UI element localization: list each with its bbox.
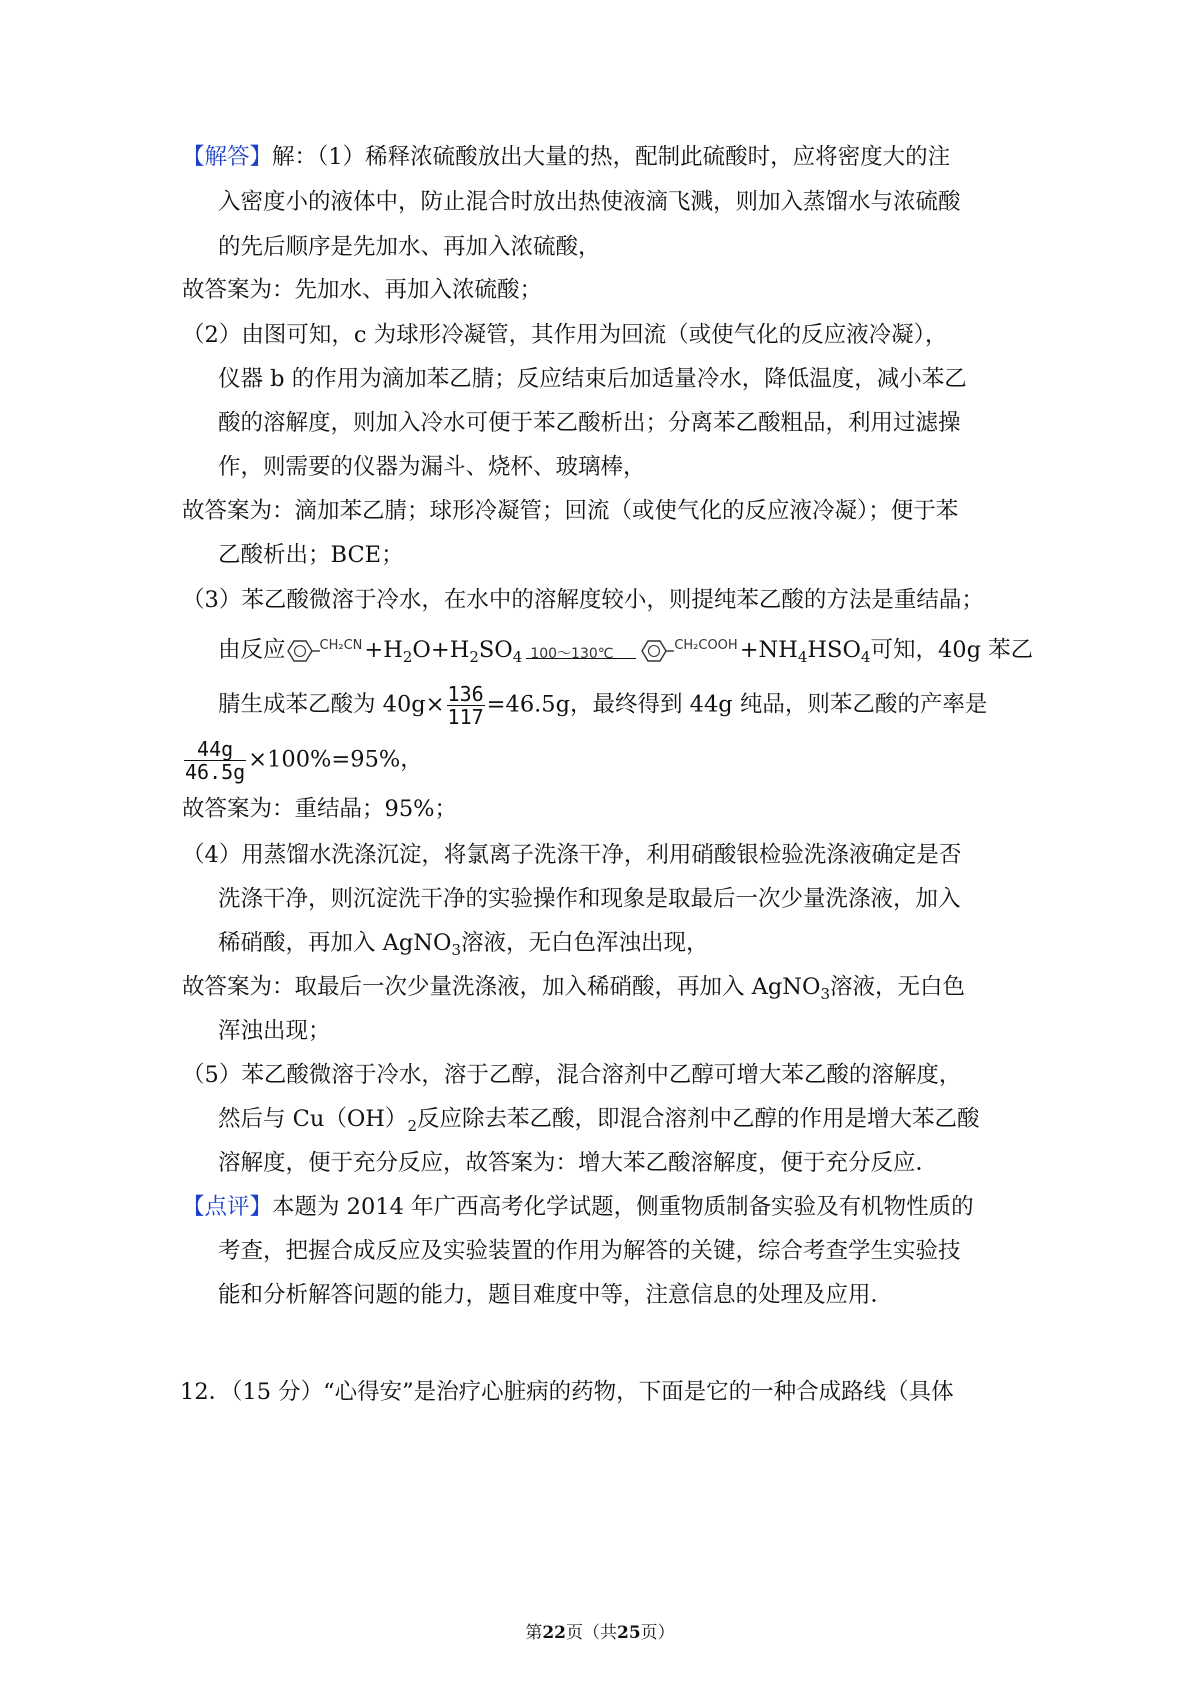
answer-summary-4-line-2: 浑浊出现； — [218, 1018, 331, 1044]
yield-calc-prefix: 腈生成苯乙酸为 40g× — [218, 691, 445, 718]
answer-line-2: 入密度小的液体中，防止混合时放出热使液滴飞溅，则加入蒸馏水与浓硫酸 — [218, 189, 961, 215]
line-text: 溶液，无白色浑浊出现， — [461, 930, 709, 956]
comment-text: 本题为 2014 年广西高考化学试题，侧重物质制备实验及有机物性质的 — [272, 1194, 974, 1220]
subscript: 4 — [860, 648, 871, 666]
answer-part-2-line-3: 酸的溶解度，则加入冷水可便于苯乙酸析出；分离苯乙酸粗品，利用过滤操 — [218, 410, 961, 436]
mass-ratio-fraction — [447, 683, 485, 728]
subscript: 2 — [402, 648, 413, 666]
answer-part-4-line-3 — [218, 923, 709, 963]
line-text: 故答案为：取最后一次少量洗涤液，加入稀硝酸，再加入 AgNO — [182, 974, 821, 1000]
footer-text: 第 — [525, 1623, 543, 1643]
answer-part-4-line-2: 洗涤干净，则沉淀洗干净的实验操作和现象是取最后一次少量洗涤液，加入 — [218, 886, 961, 912]
answer-summary-1: 故答案为：先加水、再加入浓硫酸； — [182, 277, 543, 303]
footer-text: 页（共 — [566, 1623, 617, 1643]
reaction-text-hso: HSO — [807, 637, 861, 663]
subscript: 3 — [451, 941, 461, 959]
answer-part-5-line-3: 溶解度，便于充分反应，故答案为：增大苯乙酸溶解度，便于充分反应． — [218, 1150, 939, 1176]
comment-line-2: 考查，把握合成反应及实验装置的作用为解答的关键，综合考查学生实验技 — [218, 1238, 961, 1264]
answer-summary-4-line-1 — [182, 967, 965, 1007]
reactant-group: CH₂CN — [319, 638, 363, 653]
answer-part-2-line-2: 仪器 b 的作用为滴加苯乙腈；反应结束后加适量冷水，降低温度，减小苯乙 — [218, 366, 967, 392]
line-text: 溶液，无白色 — [830, 974, 966, 1000]
benzene-ring-icon — [640, 638, 674, 664]
benzene-ring-icon — [286, 638, 320, 664]
answer-line-3: 的先后顺序是先加水、再加入浓硫酸， — [218, 234, 601, 260]
answer-summary-2-line-1: 故答案为：滴加苯乙腈；球形冷凝管；回流（或使气化的反应液冷凝）；便于苯 — [182, 498, 959, 524]
subscript: 3 — [820, 985, 830, 1003]
fraction-numerator: 136 — [447, 682, 484, 706]
reaction-equation-line — [218, 630, 1033, 670]
answer-part-5-line-2 — [218, 1099, 980, 1139]
fraction-numerator: 44g — [184, 738, 246, 761]
answer-text: 解：（1）稀释浓硫酸放出大量的热，配制此硫酸时，应将密度大的注 — [272, 144, 951, 170]
answer-summary-3: 故答案为：重结晶；95%； — [182, 796, 458, 822]
reaction-condition: 100～130℃ — [530, 646, 614, 662]
comment-tag: 【点评】 — [182, 1194, 273, 1220]
answer-summary-2-line-2: 乙酸析出；BCE； — [218, 542, 404, 568]
fraction-denominator: 46.5g — [185, 760, 246, 784]
reaction-text-o: O+H — [412, 637, 470, 663]
yield-calc-suffix: =46.5g，最终得到 44g 纯品，则苯乙酸的产率是 — [486, 691, 988, 718]
answer-part-2-line-1: （2）由图可知，c 为球形冷凝管，其作用为回流（或使气化的反应液冷凝）， — [182, 322, 948, 348]
yield-result-text: ×100%=95%， — [248, 746, 423, 773]
fraction-denominator: 117 — [447, 705, 484, 729]
answer-part-2-line-4: 作，则需要的仪器为漏斗、烧杯、玻璃棒， — [218, 454, 646, 480]
answer-line-1 — [182, 137, 950, 177]
reaction-prefix: 由反应 — [218, 637, 286, 663]
line-text: 然后与 Cu（OH） — [218, 1106, 408, 1132]
footer-text: 页） — [640, 1623, 675, 1643]
yield-fraction — [184, 738, 246, 783]
subscript: 4 — [512, 648, 523, 666]
question-12-line: 12．（15 分）“心得安”是治疗心脏病的药物，下面是它的一种合成路线（具体 — [180, 1379, 954, 1405]
reaction-arrow — [526, 636, 636, 666]
line-text: 反应除去苯乙酸，即混合溶剂中乙醇的作用是增大苯乙酸 — [416, 1106, 980, 1132]
reaction-text-so: SO — [478, 637, 513, 663]
answer-part-5-line-1: （5）苯乙酸微溶于冷水，溶于乙醇，混合溶剂中乙醇可增大苯乙酸的溶解度， — [182, 1062, 962, 1088]
page-number: 22 — [542, 1623, 566, 1643]
reaction-text-h: +H — [364, 637, 403, 663]
subscript: 2 — [469, 648, 479, 666]
yield-calc-line — [218, 682, 988, 729]
answer-part-4-line-1: （4）用蒸馏水洗涤沉淀，将氯离子洗涤干净，利用硝酸银检验洗涤液确定是否 — [182, 842, 962, 868]
comment-line-3: 能和分析解答问题的能力，题目难度中等，注意信息的处理及应用． — [218, 1282, 894, 1308]
answer-tag: 【解答】 — [182, 144, 273, 170]
subscript: 4 — [797, 648, 808, 666]
yield-result-line — [182, 737, 423, 784]
subscript: 2 — [407, 1117, 417, 1135]
page-footer — [0, 1618, 1200, 1643]
page-total: 25 — [617, 1623, 641, 1643]
reaction-suffix: 可知，40g 苯乙 — [870, 637, 1034, 663]
comment-line-1 — [182, 1187, 974, 1227]
product-group: CH₂COOH — [674, 638, 738, 653]
answer-part-3-line-1: （3）苯乙酸微溶于冷水，在水中的溶解度较小，则提纯苯乙酸的方法是重结晶； — [182, 587, 984, 613]
reaction-text-nh: +NH — [739, 637, 798, 663]
line-text: 稀硝酸，再加入 AgNO — [218, 930, 452, 956]
